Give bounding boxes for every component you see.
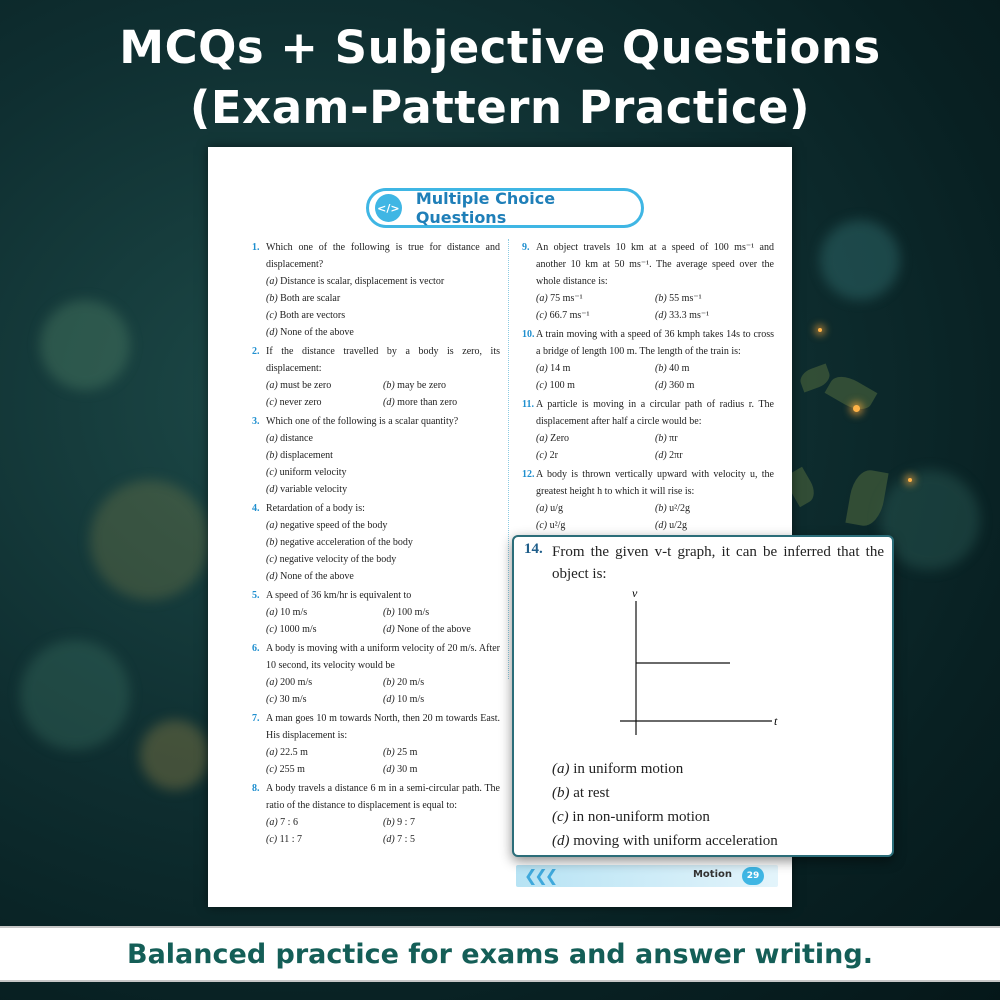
option-text: 10 m/s xyxy=(397,694,425,705)
answer-option xyxy=(552,785,609,802)
option-text: u/g xyxy=(550,503,563,514)
question-text: Which one of the following is a scalar quantity? xyxy=(266,416,459,427)
headline-line-1: MCQs + Subjective Questions xyxy=(119,21,881,74)
answer-option xyxy=(655,517,774,534)
footer-chapter-name: Motion xyxy=(692,869,732,880)
question-item xyxy=(252,500,500,585)
option-text: variable velocity xyxy=(280,484,348,495)
option-list xyxy=(252,744,500,778)
question-stem xyxy=(522,466,774,500)
option-text: negative speed of the body xyxy=(280,520,388,531)
option-text: in non-uniform motion xyxy=(572,809,710,825)
answer-option xyxy=(536,447,655,464)
option-text: in uniform motion xyxy=(573,761,684,777)
question-number: 4. xyxy=(252,503,260,514)
option-letter: (d) xyxy=(266,571,278,582)
answer-option xyxy=(383,394,500,411)
question-stem xyxy=(252,587,500,604)
question-item xyxy=(252,343,500,411)
answer-option xyxy=(536,430,655,447)
option-letter: (b) xyxy=(383,607,395,618)
question-number: 6. xyxy=(252,643,260,654)
option-letter: (b) xyxy=(655,363,667,374)
answer-option xyxy=(266,394,383,411)
tagline: Balanced practice for exams and answer writing. xyxy=(127,938,873,970)
option-letter: (a) xyxy=(266,677,278,688)
option-letter: (a) xyxy=(266,380,278,391)
option-letter: (d) xyxy=(655,450,667,461)
question-number: 5. xyxy=(252,590,260,601)
question-item xyxy=(252,587,500,638)
option-text: 30 m xyxy=(397,764,418,775)
question-item xyxy=(252,413,500,498)
question-text: From the given v-t graph, it can be inferred that the object is: xyxy=(552,544,884,582)
question-stem xyxy=(522,239,774,290)
option-letter: (a) xyxy=(266,607,278,618)
option-text: 100 m/s xyxy=(397,607,430,618)
option-letter: (c) xyxy=(266,764,278,775)
option-text: 40 m xyxy=(669,363,690,374)
option-letter: (b) xyxy=(383,817,395,828)
option-letter: (d) xyxy=(266,484,278,495)
option-list xyxy=(522,360,774,394)
option-list xyxy=(252,377,500,411)
option-letter: (b) xyxy=(552,785,570,801)
answer-option xyxy=(266,831,383,848)
answer-option xyxy=(383,674,500,691)
answer-option xyxy=(383,377,500,394)
question-number: 7. xyxy=(252,713,260,724)
option-letter: (a) xyxy=(536,293,548,304)
option-letter: (d) xyxy=(383,834,395,845)
question-text: Which one of the following is true for distance and displacement? xyxy=(266,242,500,270)
option-text: 20 m/s xyxy=(397,677,425,688)
option-text: 100 m xyxy=(549,380,575,391)
option-text: distance xyxy=(280,433,313,444)
option-text: displacement xyxy=(280,450,333,461)
question-text: A body is thrown vertically upward with velocity u, the greatest height h to which it will rise is: xyxy=(536,469,774,497)
option-letter: (a) xyxy=(536,363,548,374)
option-text: u²/2g xyxy=(669,503,690,514)
option-letter: (b) xyxy=(266,293,278,304)
question-item xyxy=(252,780,500,848)
question-item xyxy=(252,239,500,341)
answer-option xyxy=(266,551,500,568)
answer-option xyxy=(655,360,774,377)
answer-option xyxy=(552,833,778,850)
question-stem xyxy=(252,500,500,517)
question-stem xyxy=(252,413,500,430)
option-letter: (b) xyxy=(383,747,395,758)
option-text: negative velocity of the body xyxy=(279,554,397,565)
right-question-column xyxy=(522,239,774,536)
option-letter: (b) xyxy=(383,380,395,391)
option-text: πr xyxy=(669,433,678,444)
option-list xyxy=(252,814,500,848)
question-stem xyxy=(252,780,500,814)
left-question-column xyxy=(252,239,500,850)
mcq-section-banner xyxy=(366,188,644,228)
answer-option xyxy=(655,307,774,324)
option-letter: (d) xyxy=(655,310,667,321)
option-letter: (a) xyxy=(266,817,278,828)
option-text: Zero xyxy=(550,433,570,444)
answer-option xyxy=(536,290,655,307)
option-letter: (a) xyxy=(552,761,570,777)
option-text: None of the above xyxy=(280,571,354,582)
option-letter: (c) xyxy=(536,310,548,321)
option-letter: (d) xyxy=(552,833,570,849)
answer-option xyxy=(536,307,655,324)
question-stem xyxy=(252,640,500,674)
v-t-graph xyxy=(614,587,794,737)
question-stem xyxy=(252,710,500,744)
v-axis-label: v xyxy=(632,587,638,600)
headline xyxy=(0,18,1000,138)
question-number: 9. xyxy=(522,242,530,253)
option-letter: (b) xyxy=(266,537,278,548)
answer-option xyxy=(536,377,655,394)
question-text: If the distance travelled by a body is zero, its displacement: xyxy=(266,346,500,374)
option-letter: (c) xyxy=(552,809,569,825)
option-letter: (c) xyxy=(266,554,278,565)
option-text: 55 ms⁻¹ xyxy=(669,293,702,304)
chevrons-left-icon: ❮❮❮ xyxy=(524,866,556,885)
option-letter: (a) xyxy=(266,747,278,758)
option-letter: (b) xyxy=(655,293,667,304)
answer-option xyxy=(655,377,774,394)
answer-option xyxy=(266,430,500,447)
option-letter: (c) xyxy=(266,310,278,321)
option-text: Both are scalar xyxy=(280,293,341,304)
answer-option xyxy=(266,674,383,691)
answer-option xyxy=(383,604,500,621)
answer-option xyxy=(266,447,500,464)
option-letter: (d) xyxy=(383,397,395,408)
option-letter: (c) xyxy=(536,520,548,531)
option-text: 255 m xyxy=(279,764,305,775)
answer-option xyxy=(383,691,500,708)
answer-option xyxy=(266,814,383,831)
option-list xyxy=(522,500,774,534)
question-text: A body travels a distance 6 m in a semi-circular path. The ratio of the distance to displacement is equal to: xyxy=(266,783,500,811)
answer-option xyxy=(536,500,655,517)
t-axis-label: t xyxy=(774,714,778,728)
question-number: 12. xyxy=(522,469,535,480)
question-number: 10. xyxy=(522,329,535,340)
answer-option xyxy=(383,831,500,848)
option-letter: (c) xyxy=(536,450,548,461)
answer-option xyxy=(266,377,383,394)
answer-option xyxy=(655,290,774,307)
question-stem xyxy=(522,396,774,430)
option-letter: (a) xyxy=(266,276,278,287)
option-list xyxy=(252,273,500,341)
question-text: Retardation of a body is: xyxy=(266,503,365,514)
option-letter: (a) xyxy=(536,433,548,444)
answer-option xyxy=(266,568,500,585)
zoomed-question-card xyxy=(512,535,894,857)
answer-option xyxy=(536,360,655,377)
option-text: None of the above xyxy=(280,327,354,338)
question-item xyxy=(522,326,774,394)
option-list xyxy=(252,517,500,585)
question-number: 8. xyxy=(252,783,260,794)
option-letter: (d) xyxy=(266,327,278,338)
option-letter: (c) xyxy=(266,694,278,705)
question-item xyxy=(252,710,500,778)
question-item xyxy=(252,640,500,708)
question-number: 11. xyxy=(522,399,534,410)
option-letter: (a) xyxy=(536,503,548,514)
option-text: 200 m/s xyxy=(280,677,313,688)
question-stem xyxy=(522,326,774,360)
answer-option xyxy=(266,744,383,761)
option-letter: (c) xyxy=(266,624,278,635)
option-text: 66.7 ms⁻¹ xyxy=(549,310,590,321)
option-letter: (b) xyxy=(383,677,395,688)
option-letter: (b) xyxy=(266,450,278,461)
option-letter: (a) xyxy=(266,520,278,531)
option-list xyxy=(252,604,500,638)
option-text: never zero xyxy=(279,397,322,408)
code-document-icon: </> xyxy=(375,194,402,222)
option-text: 7 : 5 xyxy=(397,834,415,845)
page-footer xyxy=(516,865,778,887)
option-text: 360 m xyxy=(669,380,695,391)
banner-title: Multiple Choice Questions xyxy=(415,189,556,227)
option-text: may be zero xyxy=(397,380,447,391)
answer-option xyxy=(552,761,683,778)
option-text: 10 m/s xyxy=(280,607,308,618)
option-text: 11 : 7 xyxy=(279,834,303,845)
option-letter: (d) xyxy=(383,764,395,775)
option-list xyxy=(252,430,500,498)
option-text: Both are vectors xyxy=(279,310,346,321)
option-text: 22.5 m xyxy=(280,747,308,758)
option-text: at rest xyxy=(573,785,610,801)
question-text: A body is moving with a uniform velocity of 20 m/s. After 10 second, its velocity would be xyxy=(266,643,500,671)
option-text: 75 ms⁻¹ xyxy=(550,293,583,304)
option-letter: (c) xyxy=(266,397,278,408)
option-letter: (d) xyxy=(655,380,667,391)
option-text: 30 m/s xyxy=(279,694,307,705)
option-text: moving with uniform acceleration xyxy=(573,833,778,849)
answer-option xyxy=(383,744,500,761)
option-letter: (c) xyxy=(266,834,278,845)
option-text: negative acceleration of the body xyxy=(280,537,413,548)
question-item xyxy=(522,466,774,534)
option-text: more than zero xyxy=(397,397,458,408)
option-text: 2πr xyxy=(669,450,683,461)
headline-line-2: (Exam-Pattern Practice) xyxy=(189,81,811,134)
option-text: 1000 m/s xyxy=(279,624,317,635)
question-item xyxy=(522,239,774,324)
option-letter: (c) xyxy=(536,380,548,391)
question-text: A speed of 36 km/hr is equivalent to xyxy=(266,590,412,601)
question-text: A train moving with a speed of 36 kmph takes 14s to cross a bridge of length 100 m. The length of the train is: xyxy=(536,329,774,357)
answer-option xyxy=(266,691,383,708)
answer-option xyxy=(266,517,500,534)
answer-option xyxy=(266,464,500,481)
answer-option xyxy=(266,324,500,341)
question-number: 3. xyxy=(252,416,260,427)
option-letter: (d) xyxy=(655,520,667,531)
option-list xyxy=(252,674,500,708)
option-text: 33.3 ms⁻¹ xyxy=(669,310,710,321)
question-text: An object travels 10 km at a speed of 100 ms⁻¹ and another 10 km at 50 ms⁻¹. The average speed over the whole distance is: xyxy=(536,242,774,287)
answer-option xyxy=(266,273,500,290)
option-list xyxy=(522,430,774,464)
question-number: 1. xyxy=(252,242,260,253)
answer-option xyxy=(266,604,383,621)
option-text: 7 : 6 xyxy=(280,817,298,828)
answer-option xyxy=(266,481,500,498)
option-text: 2r xyxy=(549,450,558,461)
answer-option xyxy=(383,621,500,638)
question-item xyxy=(522,396,774,464)
answer-option xyxy=(266,534,500,551)
option-letter: (c) xyxy=(266,467,278,478)
answer-option xyxy=(266,621,383,638)
option-text: 9 : 7 xyxy=(397,817,415,828)
option-text: u/2g xyxy=(669,520,687,531)
option-text: None of the above xyxy=(397,624,471,635)
option-text: 14 m xyxy=(550,363,571,374)
option-letter: (d) xyxy=(383,694,395,705)
question-stem xyxy=(252,239,500,273)
answer-option xyxy=(655,500,774,517)
answer-option xyxy=(266,761,383,778)
question-number: 14. xyxy=(524,541,543,557)
footer-page-number: 29 xyxy=(742,867,764,885)
question-text: A particle is moving in a circular path of radius r. The displacement after half a circle would be: xyxy=(536,399,774,427)
option-text: must be zero xyxy=(280,380,332,391)
option-text: u²/g xyxy=(549,520,566,531)
question-stem xyxy=(252,343,500,377)
answer-option xyxy=(266,290,500,307)
answer-option xyxy=(552,809,710,826)
option-text: 25 m xyxy=(397,747,418,758)
column-divider xyxy=(508,239,509,679)
answer-option xyxy=(536,517,655,534)
option-text: Distance is scalar, displacement is vector xyxy=(280,276,445,287)
option-text: uniform velocity xyxy=(279,467,347,478)
question-text: A man goes 10 m towards North, then 20 m towards East. His displacement is: xyxy=(266,713,500,741)
option-list xyxy=(522,290,774,324)
option-letter: (d) xyxy=(383,624,395,635)
answer-option xyxy=(655,430,774,447)
option-letter: (b) xyxy=(655,433,667,444)
option-letter: (a) xyxy=(266,433,278,444)
question-number: 2. xyxy=(252,346,260,357)
tagline-band xyxy=(0,926,1000,982)
answer-option xyxy=(383,761,500,778)
answer-option xyxy=(383,814,500,831)
answer-option xyxy=(266,307,500,324)
option-letter: (b) xyxy=(655,503,667,514)
answer-option xyxy=(655,447,774,464)
